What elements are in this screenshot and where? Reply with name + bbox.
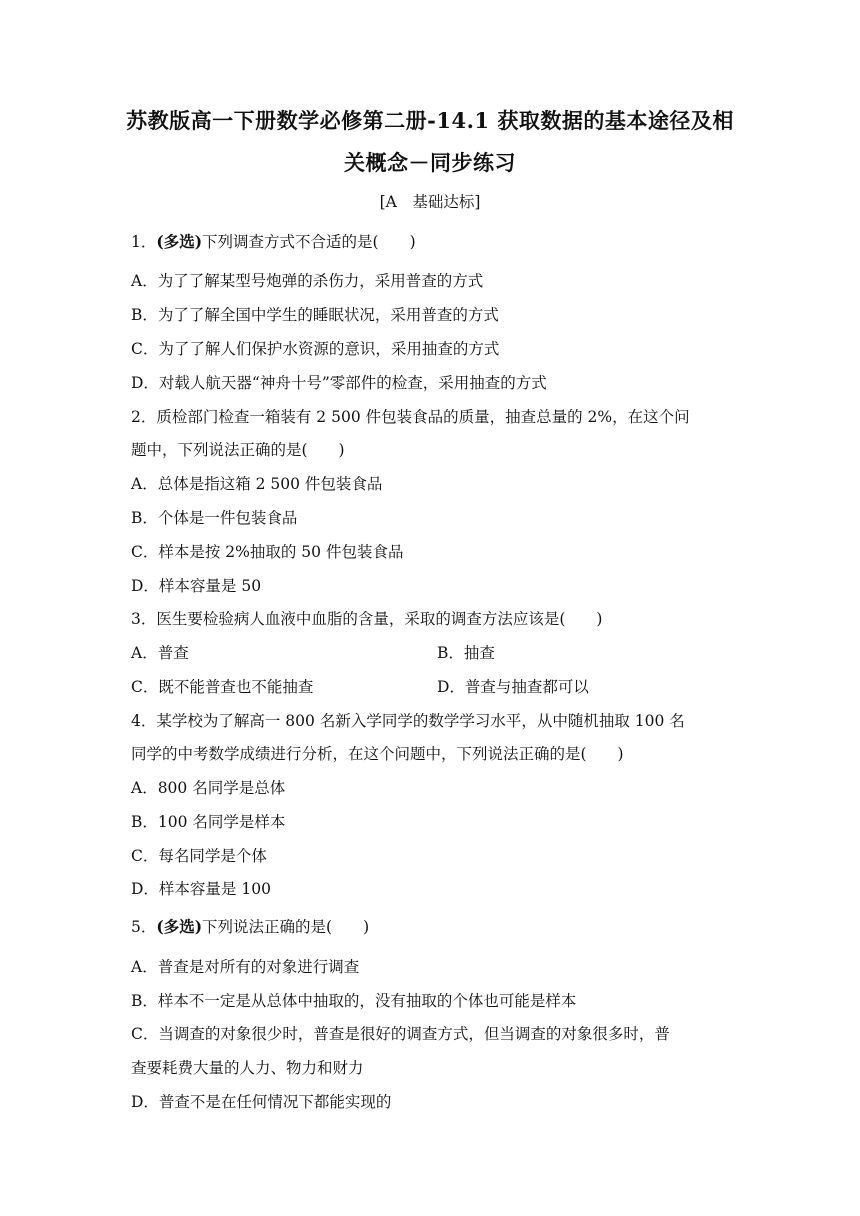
question-4-stem-line-2: 同学的中考数学成绩进行分析，在这个问题中，下列说法正确的是( ) (131, 745, 624, 763)
question-5-option-a: A．普查是对所有的对象进行调查 (131, 958, 360, 976)
question-1-option-b: B．为了了解全国中学生的睡眠状况，采用普查的方式 (131, 306, 499, 324)
question-5-option-c-line-2: 查要耗费大量的人力、物力和财力 (131, 1059, 364, 1077)
question-number: 1． (131, 233, 157, 251)
question-number: 4． (131, 712, 157, 730)
question-2-stem-line-1 (131, 405, 690, 427)
question-text: 下列说法正确的是( ) (202, 918, 370, 936)
question-3-option-d: D．普查与抽查都可以 (437, 678, 589, 696)
question-number: 2． (131, 408, 157, 426)
question-1-option-c: C．为了了解人们保护水资源的意识，采用抽查的方式 (131, 340, 500, 358)
question-4-stem-line-1 (131, 709, 685, 731)
question-1-stem (131, 230, 416, 252)
question-4-option-b: B．100 名同学是样本 (131, 813, 286, 831)
question-2-option-d: D．样本容量是 50 (131, 577, 262, 595)
question-3-stem (131, 607, 602, 629)
question-text: 某学校为了解高一 800 名新入学同学的数学学习水平，从中随机抽取 100 名 (156, 712, 685, 730)
question-2-option-c: C．样本是按 2%抽取的 50 件包装食品 (131, 543, 404, 561)
question-5-option-d: D．普查不是在任何情况下都能实现的 (131, 1093, 392, 1111)
question-4-option-a: A．800 名同学是总体 (131, 779, 286, 797)
question-3-option-a: A．普查 (131, 644, 189, 662)
question-tag: (多选) (156, 232, 203, 251)
question-5-option-c-line-1: C．当调查的对象很少时，普查是很好的调查方式，但当调查的对象很多时，普 (131, 1025, 670, 1043)
question-4-option-c: C．每名同学是个体 (131, 847, 267, 865)
question-number: 5． (131, 918, 157, 936)
question-tag: (多选) (156, 917, 203, 936)
question-4-option-d: D．样本容量是 100 (131, 880, 271, 898)
question-5-option-b: B．样本不一定是从总体中抽取的，没有抽取的个体也可能是样本 (131, 992, 577, 1010)
section-heading: [A 基础达标] (379, 193, 481, 211)
question-number: 3． (131, 610, 157, 628)
question-1-option-a: A．为了了解某型号炮弹的杀伤力，采用普查的方式 (131, 272, 484, 290)
question-2-option-a: A．总体是指这箱 2 500 件包装食品 (131, 475, 383, 493)
document-title-line-2: 关概念－同步练习 (344, 150, 516, 175)
question-1-option-d: D．对载人航天器“神舟十号”零部件的检查，采用抽查的方式 (131, 374, 547, 392)
question-text: 下列调查方式不合适的是( ) (202, 233, 416, 251)
question-text: 质检部门检查一箱装有 2 500 件包装食品的质量，抽查总量的 2%，在这个问 (156, 408, 690, 426)
question-2-option-b: B．个体是一件包装食品 (131, 509, 298, 527)
document-title-line-1: 苏教版高一下册数学必修第二册-14.1 获取数据的基本途径及相 (126, 108, 734, 133)
question-5-stem (131, 915, 369, 937)
question-3-option-c: C．既不能普查也不能抽查 (131, 678, 314, 696)
question-3-option-b: B．抽查 (437, 644, 495, 662)
question-text: 医生要检验病人血液中血脂的含量，采取的调查方法应该是( ) (156, 610, 603, 628)
question-2-stem-line-2: 题中，下列说法正确的是( ) (131, 441, 345, 459)
